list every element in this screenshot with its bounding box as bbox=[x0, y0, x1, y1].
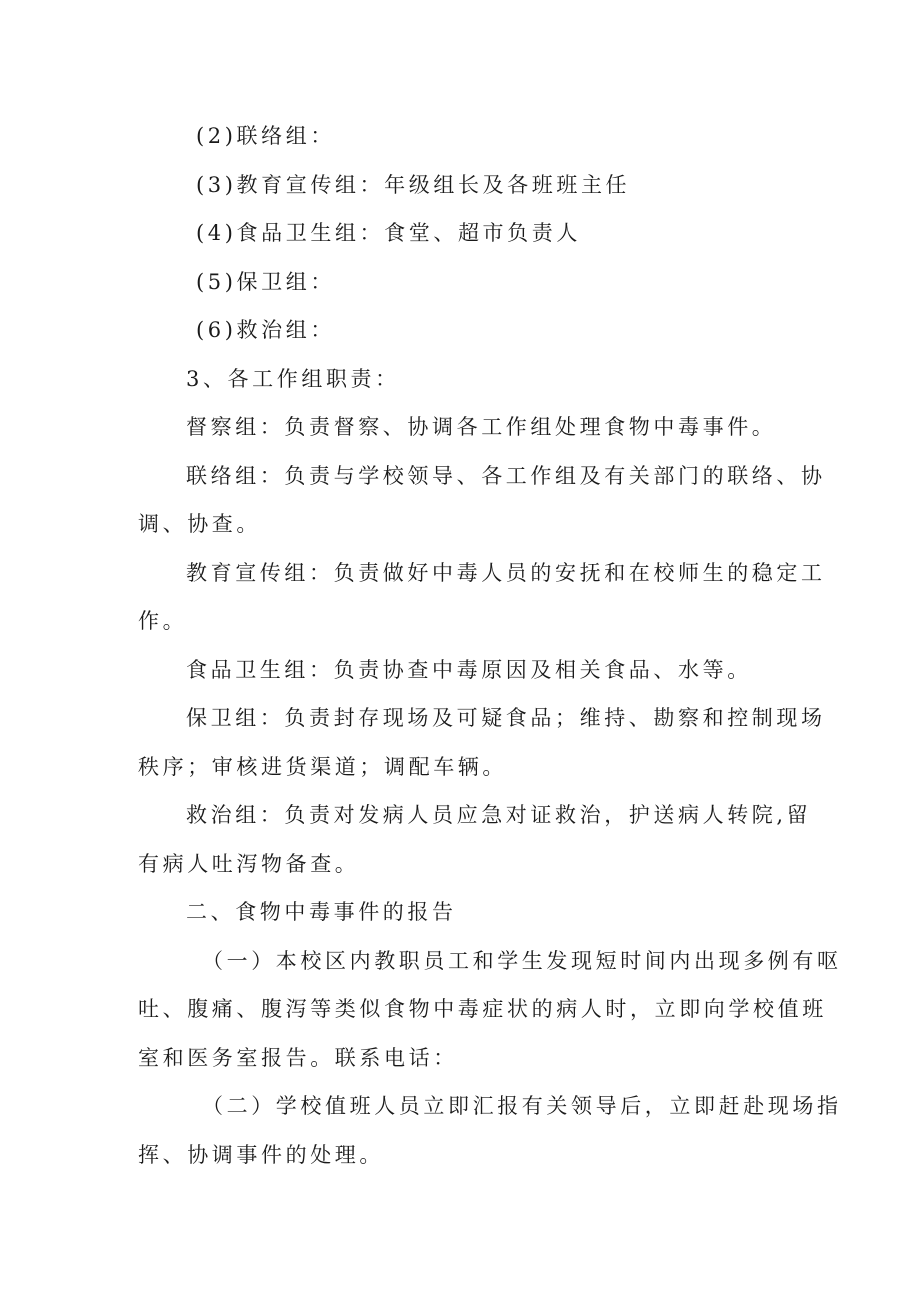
paragraph-report-1-line2: 吐、腹痛、腹泻等类似食物中毒症状的病人时，立即向学校值班 bbox=[138, 997, 827, 1021]
paragraph-supervision: 督察组：负责督察、协调各工作组处理食物中毒事件。 bbox=[186, 415, 777, 439]
paragraph-education-line1: 教育宣传组：负责做好中毒人员的安抚和在校师生的稳定工 bbox=[186, 560, 826, 585]
list-item-treatment-group: (6)救治组： bbox=[196, 318, 335, 342]
paragraph-security-line1: 保卫组：负责封存现场及可疑食品；维持、勘察和控制现场 bbox=[186, 706, 826, 730]
paragraph-report-2-line1: （二）学校值班人员立即汇报有关领导后，立即赶赴现场指 bbox=[202, 1094, 842, 1118]
list-item-liaison-group: (2)联络组： bbox=[196, 124, 335, 148]
paragraph-education-line2: 作。 bbox=[138, 609, 188, 633]
paragraph-food-hygiene: 食品卫生组：负责协查中毒原因及相关食品、水等。 bbox=[186, 657, 752, 682]
paragraph-report-1-line3: 室和医务室报告。联系电话： bbox=[138, 1045, 458, 1070]
paragraph-liaison-line2: 调、协查。 bbox=[138, 512, 261, 536]
section-heading-duties: 3、各工作组职责： bbox=[186, 366, 400, 391]
document-body bbox=[138, 112, 842, 1179]
list-item-food-hygiene-group: (4)食品卫生组：食堂、超市负责人 bbox=[196, 221, 581, 245]
paragraph-report-1-line1: （一）本校区内教职员工和学生发现短时间内出现多例有呕 bbox=[202, 948, 842, 973]
section-heading-report: 二、食物中毒事件的报告 bbox=[186, 900, 457, 924]
list-item-education-group: (3)教育宣传组：年级组长及各班班主任 bbox=[196, 172, 631, 197]
paragraph-report-2-line2: 挥、协调事件的处理。 bbox=[138, 1142, 384, 1167]
list-item-security-group: (5)保卫组： bbox=[196, 269, 335, 294]
paragraph-treatment-line2: 有病人吐泻物备查。 bbox=[138, 851, 360, 876]
paragraph-liaison-line1: 联络组：负责与学校领导、各工作组及有关部门的联络、协 bbox=[186, 463, 826, 488]
paragraph-security-line2: 秩序；审核进货渠道；调配车辆。 bbox=[138, 754, 507, 779]
paragraph-treatment-line1: 救治组：负责对发病人员应急对证救治，护送病人转院,留 bbox=[186, 803, 812, 827]
